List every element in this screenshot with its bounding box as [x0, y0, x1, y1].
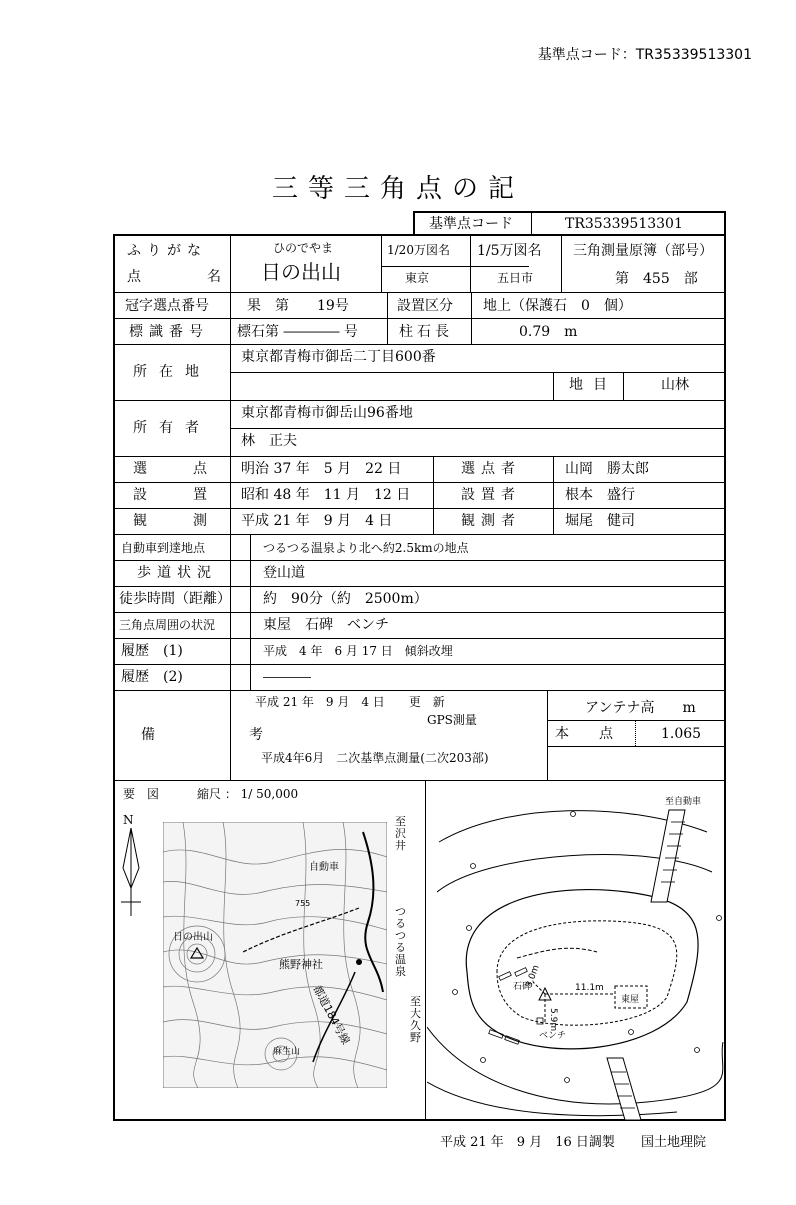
event-label: 観 測 [133, 513, 223, 529]
event-label: 選 点 [133, 461, 223, 477]
north-label: N [123, 813, 134, 827]
owner-label: 所有者 [133, 420, 211, 436]
record-frame [113, 234, 726, 1121]
location-address: 東京都青梅市御岳二丁目600番 [241, 349, 436, 365]
event-person: 根本 盛行 [565, 487, 635, 503]
access-label: 三角点周囲の状況 [119, 618, 216, 632]
map50k-value: 五日市 [497, 271, 534, 285]
sketch-label-distance-2: 3.0m [524, 963, 542, 990]
point-name: 日の出山 [261, 260, 341, 284]
site-sketch [427, 782, 725, 1120]
code-value: TR35339513301 [565, 216, 683, 232]
antenna-height-label: アンテナ高 m [585, 700, 696, 716]
marker-number-label: 標識番号 [129, 324, 209, 340]
owner-address: 東京都青梅市御岳山96番地 [241, 405, 413, 421]
event-person: 堀尾 健司 [565, 513, 635, 529]
pillar-length-value: 0.79 m [519, 324, 578, 340]
event-person: 山岡 勝太郎 [565, 461, 649, 477]
map50k-label: 1/5万図名 [477, 243, 542, 259]
furigana-label: ふりがな [127, 243, 207, 259]
event-date: 昭和 48 年 11 月 12 日 [241, 487, 411, 503]
map-label-asou: 麻生山 [273, 1047, 301, 1057]
reference-point-code: 基準点コード：TR35339513301 [537, 47, 752, 63]
remarks-line1: 平成 21 年 9 月 4 日 更 新 [255, 695, 445, 709]
remarks-line2: GPS測量 [427, 713, 477, 727]
map200k-value: 東京 [405, 271, 430, 285]
sketch-label-distance-3: 5.9m [548, 1008, 558, 1032]
map-label-shrine: 熊野神社 [279, 958, 323, 971]
owner-name: 林 正夫 [241, 433, 297, 449]
setting-type-label: 設置区分 [397, 298, 453, 314]
remarks-line3: 平成4年6月 二次基準点測量(二次203部) [261, 751, 489, 765]
event-role: 観測者 [461, 513, 521, 529]
map-label-sawai: 至沢井 [395, 815, 406, 852]
access-value: 東屋 石碑 ベンチ [263, 617, 389, 633]
access-label: 履歴 (2) [121, 669, 183, 685]
map200k-label: 1/20万図名 [387, 243, 450, 257]
map-label-road: 都道184号線 [310, 983, 353, 1047]
access-value: 登山道 [263, 565, 305, 581]
page-title: 三等三角点の記 [271, 174, 524, 204]
event-date: 平成 21 年 9 月 4 日 [241, 513, 393, 529]
furigana-value: ひのでやま [273, 241, 334, 255]
sketch-label-distance-1: 11.1m [575, 983, 604, 993]
access-value: ―――― [263, 670, 311, 684]
access-label: 履歴 (1) [121, 643, 183, 659]
sketch-label-monument: 石碑 [513, 982, 532, 992]
setting-type-value: 地上（保護石 0 個） [483, 298, 632, 314]
map-label-onsen: つるつる温泉 [395, 905, 406, 978]
north-arrow-icon [119, 828, 143, 918]
main-point-value: 1.065 [661, 726, 702, 742]
sketch-label-arbor: 東屋 [621, 995, 640, 1005]
code-box [413, 211, 726, 234]
location-label: 所在地 [133, 364, 211, 380]
code-label: 基準点コード [429, 216, 513, 232]
event-date: 明治 37 年 5 月 22 日 [241, 461, 402, 477]
access-value: 約 90分（約 2500m） [263, 591, 428, 607]
remarks-label: 備 考 [141, 727, 303, 743]
map-scale: 縮尺 ： 1/ 50,000 [197, 787, 299, 801]
topographic-map [163, 822, 387, 1088]
event-role: 設置者 [461, 487, 521, 503]
sketch-label-bench: ベンチ [539, 1031, 567, 1041]
access-label: 歩道状況 [137, 565, 217, 581]
main-point-label: 本 点 [555, 726, 621, 742]
footer-date: 平成 21 年 9 月 16 日調製 [440, 1135, 615, 1150]
marker-number-value: 標石第 ―――― 号 [237, 324, 358, 340]
footer-agency: 国土地理院 [641, 1135, 707, 1150]
survey-book-label: 三角測量原簿（部号） [573, 243, 713, 259]
access-label: 自動車到達地点 [121, 541, 206, 555]
sketch-label-to-car: 至自動車 [665, 797, 702, 807]
event-label: 設 置 [133, 487, 223, 503]
map-label-summit: 日の出山 [173, 932, 213, 943]
map-label-car: 自動車 [309, 862, 339, 873]
map-label: 要 図 [123, 787, 160, 801]
map-label-elevation: 755 [295, 899, 311, 908]
event-role: 選点者 [461, 461, 521, 477]
name-label: 点 名 [127, 269, 247, 285]
kanji-number-value: 果 第 19号 [247, 298, 349, 314]
access-value: つるつる温泉より北へ約2.5kmの地点 [263, 541, 469, 555]
footer [440, 1131, 728, 1150]
land-category-label: 地目 [569, 377, 617, 393]
pillar-length-label: 柱石長 [399, 324, 453, 340]
land-category-value: 山林 [661, 377, 689, 393]
kanji-number-label: 冠字選点番号 [125, 298, 209, 314]
access-value: 平成 4 年 6 月 17 日 傾斜改埋 [263, 644, 453, 658]
map-label-okuno: 至大久野 [410, 995, 421, 1044]
access-label: 徒歩時間（距離） [119, 591, 231, 607]
survey-book-value: 第 455 部 [615, 271, 698, 287]
